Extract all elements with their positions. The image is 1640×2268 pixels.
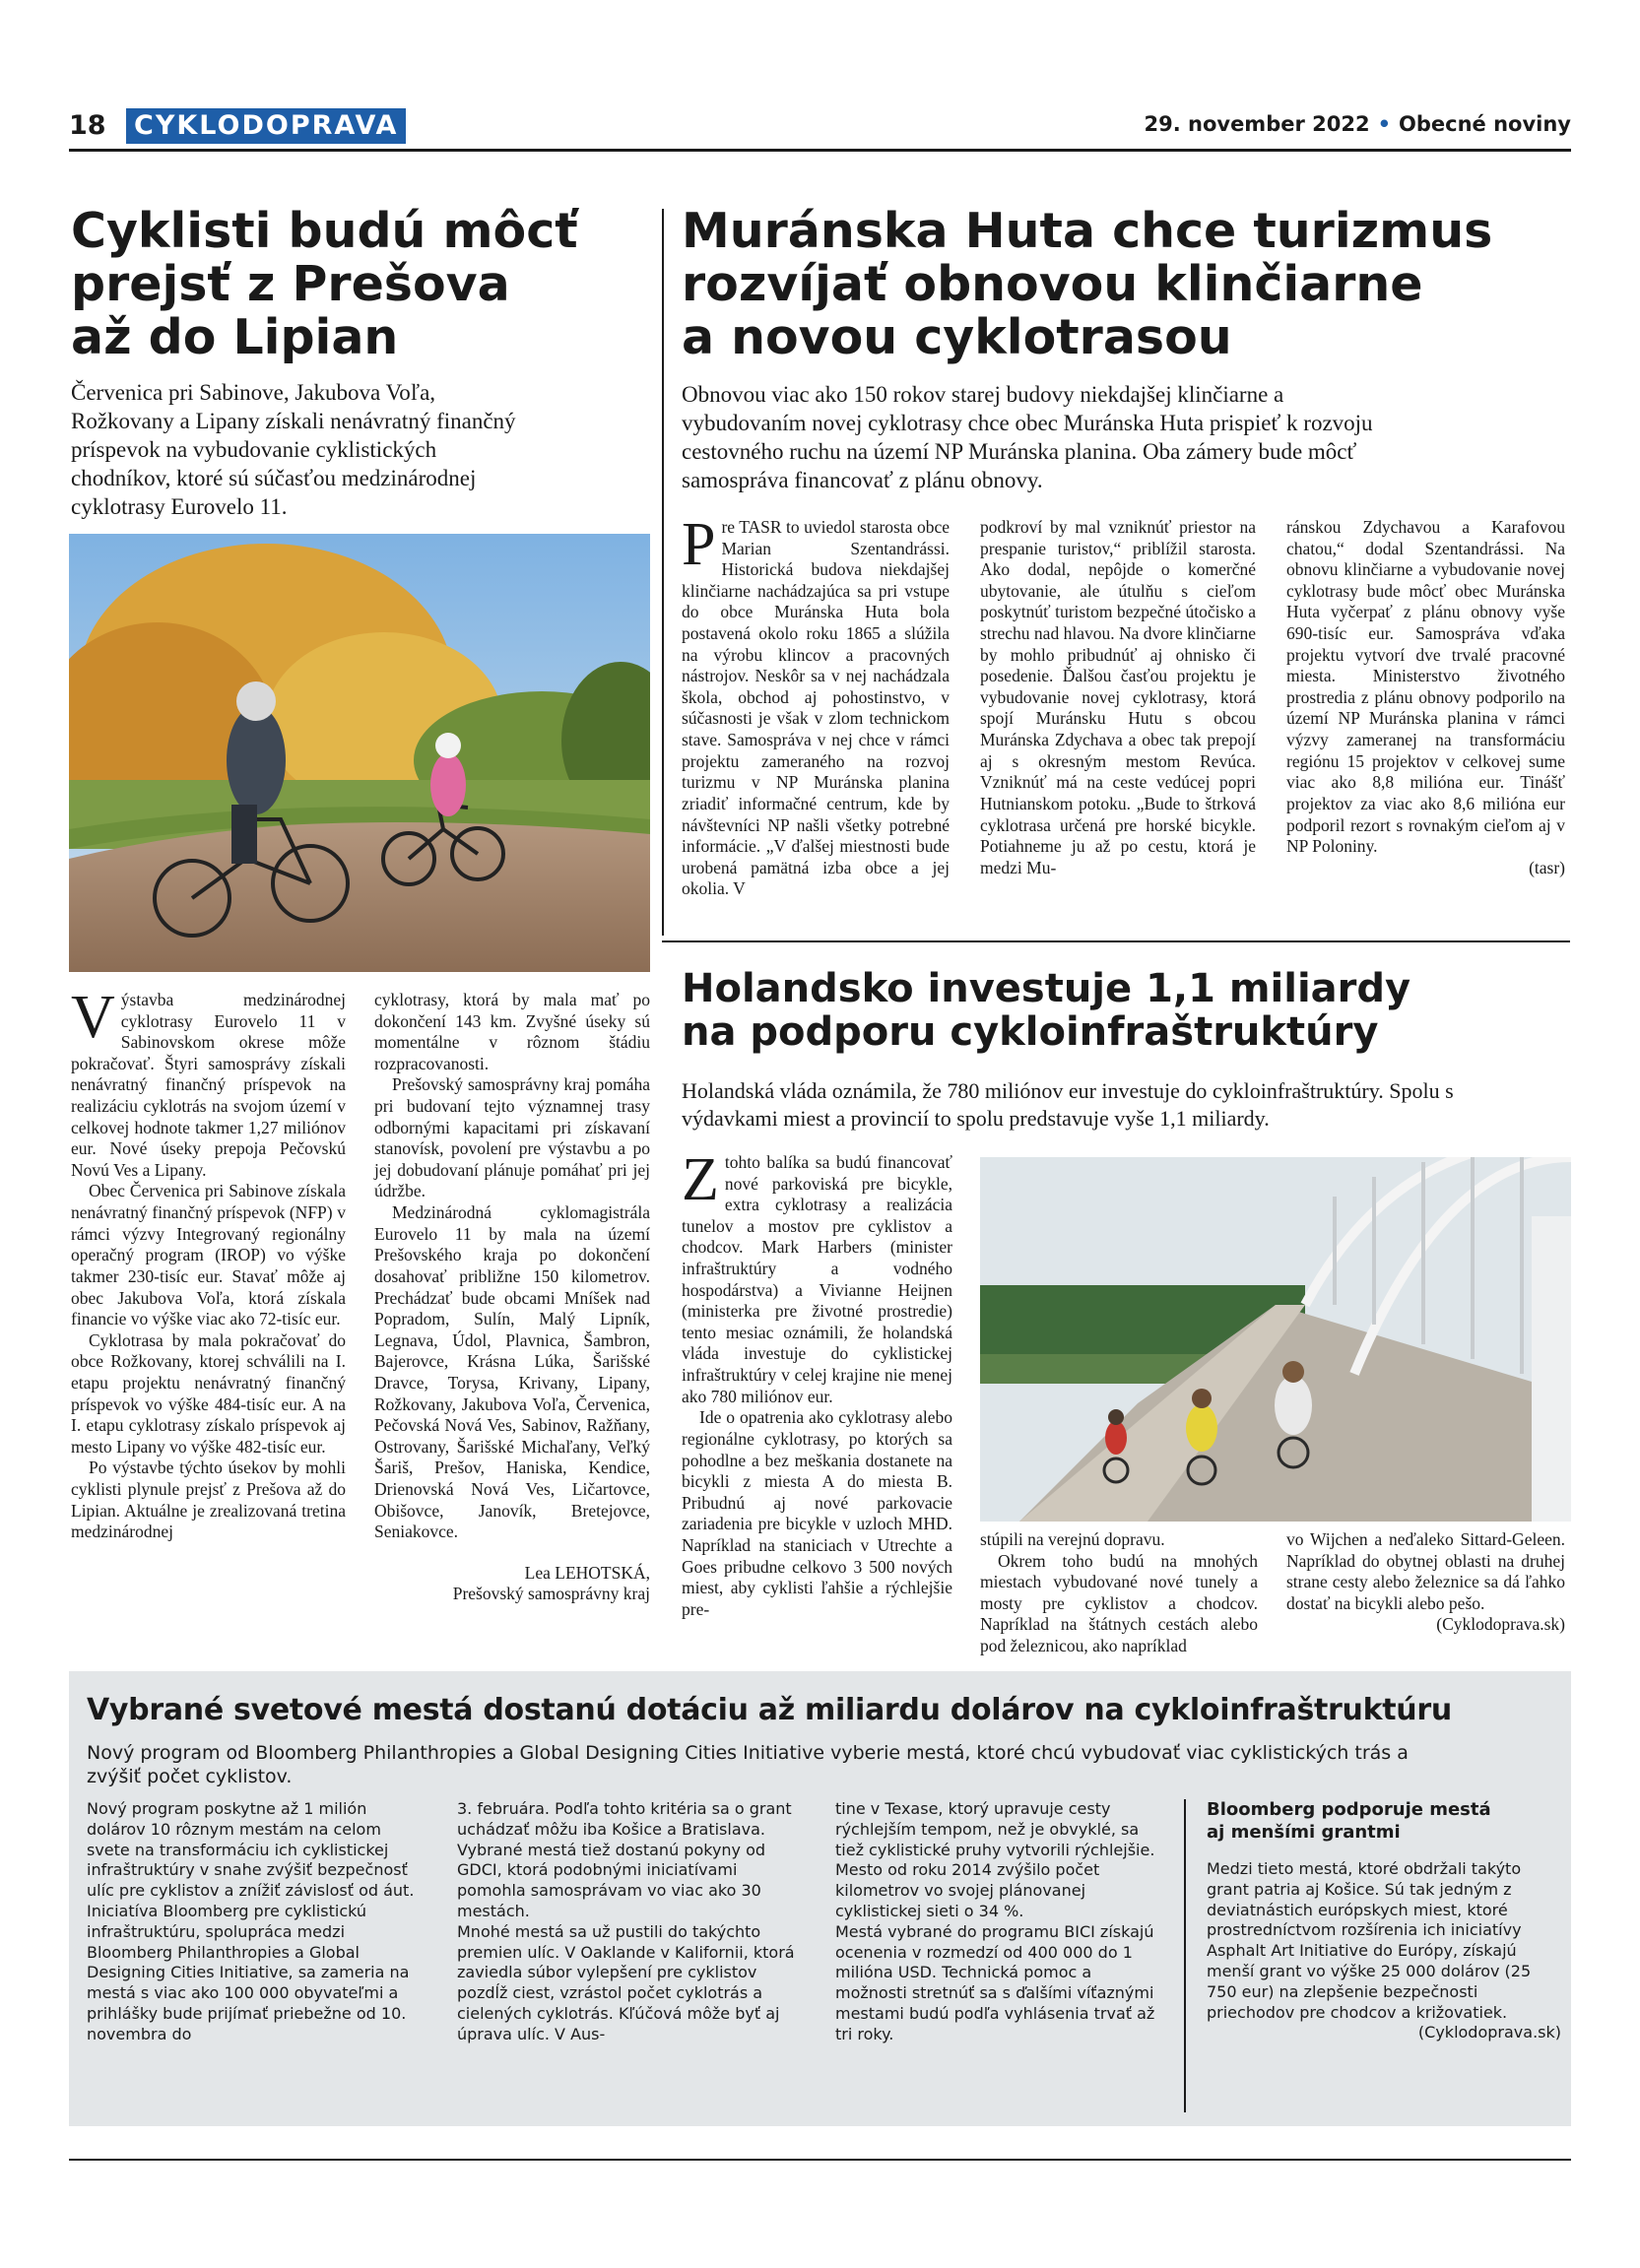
article2-lead: Obnovou viac ako 150 rokov starej budovy niekdajšej klinčiarne a vybudovaním novej cyklotrasy chce obec Muránska Huta prispieť k rozvoju cestovného ruchu na území NP Muránska planina. Oba zámery bude môcť samospráva financovať z plánu obnovy.	[682, 382, 1373, 492]
dropcap-letter: P	[682, 511, 716, 578]
cyclists-autumn-path-photo	[69, 534, 650, 972]
publication-name: Obecné noviny	[1399, 112, 1571, 136]
bloomberg-article-box	[69, 1671, 1571, 2126]
article3-headline: Holandsko investuje 1,1 miliardy na podporu cykloinfraštruktúry	[682, 966, 1411, 1055]
bottom-column-2: 3. februára. Podľa tohto kritéria sa o grant uchádzať môžu iba Košice a Bratislava. Vybrané mestá tiež dostanú pokyny od GDCI, ktorá podobnými iniciatívami pomohla samosprávam vo viac ako 30 mestách. Mnohé mestá sa už pustili do takýchto premien ulíc. V Oaklande v Kalifornii, ktorá zaviedla súbor vylepšení pre cyklistov pozdĺž ciest, vzrástol počet cyklotrás a cielených cyklotrás. Kľúčová môže byť aj úprava ulíc. V Aus-	[457, 1799, 795, 2043]
page-number: 18	[69, 110, 106, 141]
article3-column-2: stúpili na verejnú dopravu. Okrem toho budú na mnohých miestach vybudované nové tunely a mosty pre cyklistov a chodcov. Napríklad na štátnych cestách alebo pod železnicou, ako napríklad	[980, 1529, 1258, 1656]
section-divider	[662, 940, 1570, 942]
column-divider	[662, 209, 664, 936]
issue-date: 29. november 2022	[1144, 112, 1370, 136]
article3-source: (Cyklodoprava.sk)	[1436, 1614, 1565, 1635]
article1-headline: Cyklisti budú môcť prejsť z Prešova až do Lipian	[71, 203, 578, 365]
cyclists-bridge-photo	[980, 1157, 1571, 1522]
article3-column-1: Ztohto balíka sa budú financovať nové parkoviská pre bicykle, extra cyklotrasy a realizácia tunelov a mostov pre cyklistov a chodcov. Mark Harbers (minister infraštruktúry a vodného hospodárstva) a Vivianne Heijnen (ministerka pre životné prostredie) tento mesiac oznámili, že holandská vláda investuje do cyklistickej infraštruktúry v celej krajine nie menej ako 780 miliónov eur. Ide o opatrenia ako cyklotrasy alebo regionálne cyklotrasy, po ktorých sa pohodlne a bez meškania dostanete na bicykli z miesta A do miesta B. Pribudnú aj nové parkovacie zariadenia pre bicykle v uzloch MHD. Napríklad na staniciach v Utrechte a Goes pribudne celkovo 3 500 nových miest, aby cyklisti ľahšie a rýchlejšie pre-	[682, 1146, 952, 1619]
section-label: CYKLODOPRAVA	[126, 108, 406, 144]
issue-info	[1144, 112, 1571, 136]
bottom-headline: Vybrané svetové mestá dostanú dotáciu až miliardu dolárov na cykloinfraštruktúru	[87, 1693, 1452, 1727]
article2-column-3: ránskou Zdychavou a Karafovou chatou,“ dodal Szentandrássi. Na obnovu klinčiarne a vybudovanie novej cyklotrasy bude môcť obec Muránska Huta vyčerpať z plánu obnovy vyše 690-tisíc eur. Samospráva vďaka projektu vytvorí dve trvalé pracovné miesta. Ministerstvo životného prostredia z plánu obnovy podporilo na území NP Muránska planina v rámci výzvy zameranej na transformáciu regiónu 15 projektov v celkovej sume viac ako 8,8 milióna eur. Tinášť projektov za viac ako 8,6 milióna eur podporil rezort s rovnakým cieľom aj v NP Poloniny. (tasr)	[1286, 517, 1565, 877]
bottom-source: (Cyklodoprava.sk)	[1417, 2023, 1561, 2042]
sidebar-divider	[1184, 1799, 1186, 2112]
author-name: Lea LEHOTSKÁ,	[524, 1562, 650, 1583]
separator-dot-icon: •	[1377, 112, 1392, 136]
article3-column-3: vo Wijchen a neďaleko Sittard-Geleen. Napríklad do obytnej oblasti na druhej strane cesty alebo železnice sa dá ľahko dostať na bicykli alebo pešo. (Cyklodoprava.sk)	[1286, 1529, 1565, 1635]
bottom-column-3: tine v Texase, ktorý upravuje cesty rýchlejším tempom, než je obvyklé, sa tiež cyklistické pruhy vytvorili rýchlejšie. Mesto od roku 2014 zvýšilo počet kilometrov vo svojej plánovanej cyklistickej sieti o 34 %. Mestá vybrané do programu BICI získajú ocenenia v rozmedzí od 400 000 do 1 milióna USD. Technická pomoc a možnosti stretnúť sa s ďalšími víťaznými mestami budú podľa vyhlásenia trvať až tri roky.	[835, 1799, 1155, 2043]
article2-column-1: Pre TASR to uviedol starosta obce Marian Szentandrássi. Historická budova niekdajšej klinčiarne nachádzajúca sa pri vstupe do obce Muránska Huta bola postavená okolo roku 1865 a slúžila na výrobu klincov a pracovných nástrojov. Neskôr sa v nej nachádzala škola, obchod aj pohostinstvo, v súčasnosti je však v zlom technickom stave. Samospráva v nej chce v rámci projektu zameraného na rozvoj turizmu v NP Muránska planina zriadiť informačné centrum, kde by návštevníci NP našli všetky potrebné informácie. „V ďalšej miestnosti bude urobená pamätná izba obce a jej okolia. V	[682, 511, 950, 899]
article2-column-2: podkroví by mal vzniknúť priestor na prespanie turistov,“ priblížil starosta. Ako dodal, nepôjde o komerčné ubytovanie, ale útulňu s cieľom poskytnúť turistom bezpečné útočisko a strechu nad hlavou. Na dvore klinčiarne by mohlo pribudnúť aj ohnisko či posedenie. Ďalšou časťou projektu je vybudovanie novej cyklotrasy, ktorá spojí Muránsku Hutu s obcou Muránska Zdychava a obec tak prepojí aj s okresným mestom Revúca. Vzniknúť má na ceste vedúcej popri Hutnianskom potoku. „Bude to štrková cyklotrasa určená pre horské bicykle. Potiahneme ju až po cestu, ktorá je medzi Mu-	[980, 517, 1256, 877]
dropcap-letter: V	[71, 984, 115, 1051]
article1-lead: Červenica pri Sabinove, Jakubova Voľa, Rožkovany a Lipany získali nenávratný finančný príspevok na vybudovanie cyklistických chodníkov, ktoré sú súčasťou medzinárodnej cyklotrasy Eurovelo 11.	[71, 380, 516, 519]
article1-column-1: Výstavba medzinárodnej cyklotrasy Eurovelo 11 v Sabinovskom okrese môže pokračovať. Štyri samosprávy získali nenávratný finančný príspevok na realizáciu cyklotrás na svojom území v celkovej hodnote takmer 1,27 miliónov eur. Nové úseky prepoja Pečovskú Novú Ves a Lipany. Obec Červenica pri Sabinove získala nenávratný finančný príspevok (NFP) v rámci výzvy Integrovaný regionálny operačný program (IROP) vo výške takmer 230-tisíc eur. Stavať môže aj obec Jakubova Voľa, ktorá získala financie vo výške viac ako 72-tisíc eur. Cyklotrasa by mala pokračovať do obce Rožkovany, ktorej schválili na I. etapu projektu nenávratný finančný príspevok vo výške 484-tisíc eur. A na I. etapu cyklotrasy získalo príspevok aj mesto Lipany vo výške 482-tisíc eur. Po výstavbe týchto úsekov by mohli cyklisti plynule prejsť z Prešova až do Lipian. Aktuálne je zrealizovaná tretina medzinárodnej	[71, 984, 346, 1542]
dropcap-letter: Z	[682, 1146, 719, 1213]
article3-lead: Holandská vláda oznámila, že 780 miliónov eur investuje do cykloinfraštruktúry. Spolu s výdavkami miest a provincií to spolu predstavuje vyše 1,1 miliardy.	[682, 1078, 1454, 1131]
bottom-column-1: Nový program poskytne až 1 milión dolárov 10 rôznym mestám na celom svete na transformáciu ich cyklistickej infraštruktúry v snahe zvýšiť bezpečnosť ulíc pre cyklistov a znížiť závislosť od áut. Iniciatíva Bloomberg pre cyklistickú infraštruktúru, spolupráca medzi Bloomberg Philanthropies a Global Designing Cities Initiative, sa zameria na mestá s viac ako 100 000 obyvateľmi a prihlášky bude prijímať priebežne od 10. novembra do	[87, 1799, 415, 2043]
footer-rule	[69, 2159, 1571, 2161]
article2-headline: Muránska Huta chce turizmus rozvíjať obnovou klinčiarne a novou cyklotrasou	[682, 203, 1493, 365]
article1-column-2: cyklotrasy, ktorá by mala mať po dokončení 143 km. Zvyšné úseky sú momentálne v rôznom štádiu rozpracovanosti. Prešovský samosprávny kraj pomáha pri budovaní tejto významnej trasy odbornými kapacitami pri získavaní stanovísk, povolení pre výstavbu a po jej dobudovaní plánuje pomáhať pri jej údržbe. Medzinárodná cyklomagistrála Eurovelo 11 by mala na území Prešovského kraja po dokončení dosahovať približne 150 kilometrov. Prechádzať bude obcami Mníšek nad Popradom, Sulín, Malý Lipník, Legnava, Údol, Plavnica, Šambron, Bajerovce, Krásna Lúka, Šarišské Dravce, Torysa, Krivany, Lipany, Rožkovany, Jakubova Voľa, Červenica, Pečovská Nová Ves, Sabinov, Ražňany, Ostrovany, Šarišské Michaľany, Veľký Šariš, Prešov, Haniska, Kendice, Drienovská Nová Ves, Ličartovce, Obišovce, Janovík, Bretejovce, Seniakovce. Lea LEHOTSKÁ, Prešovský samosprávny kraj	[374, 990, 650, 1604]
page-header	[69, 106, 1571, 152]
author-role: Prešovský samosprávny kraj	[452, 1584, 650, 1604]
bottom-lead: Nový program od Bloomberg Philanthropies a Global Designing Cities Initiative vyberie mestá, ktoré chcú vybudovať viac cyklistických trás a zvýšiť počet cyklistov.	[87, 1742, 1409, 1787]
bottom-sidebar: Bloomberg podporuje mestá aj menšími grantmi Medzi tieto mestá, ktoré obdržali takýto grant patria aj Košice. Sú tak jedným z deviatnástich európskych miest, ktoré prostredníctvom rozšírenia ich iniciatívy Asphalt Art Initiative do Európy, získajú menší grant vo výške 25 000 dolárov (25 750 eur) na zlepšenie bezpečnosti priechodov pre chodcov a križovatiek. (Cyklodoprava.sk)	[1207, 1799, 1561, 2042]
article2-source: (tasr)	[1529, 857, 1565, 877]
sidebar-headline: Bloomberg podporuje mestá aj menšími grantmi	[1207, 1799, 1491, 1843]
